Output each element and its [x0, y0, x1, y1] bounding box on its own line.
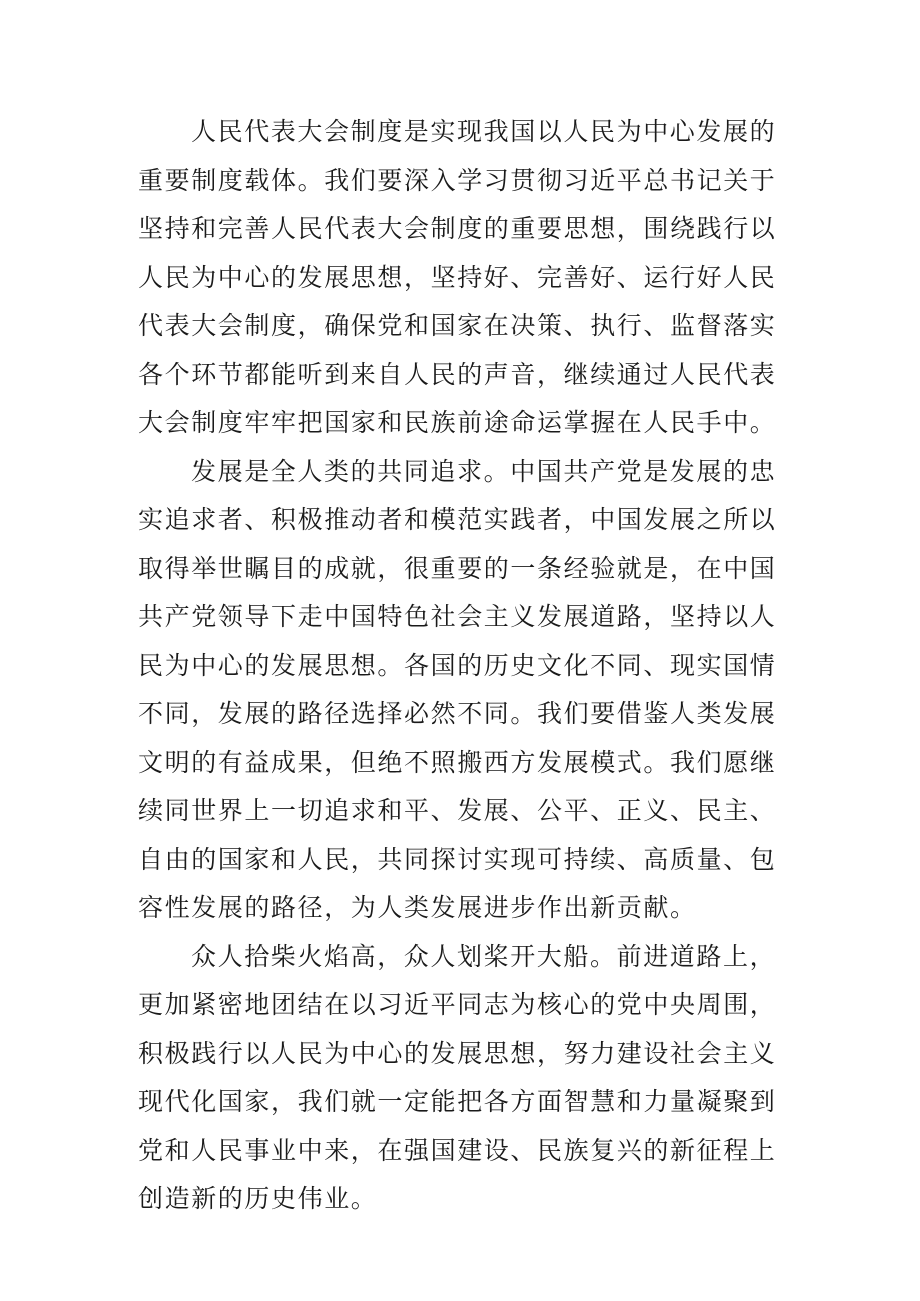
document-body: [138, 108, 798, 1224]
paragraph-1: 人民代表大会制度是实现我国以人民为中心发展的重要制度载体。我们要深入学习贯彻习近平总书记关于坚持和完善人民代表大会制度的重要思想，围绕践行以人民为中心的发展思想，坚持好、完善好、运行好人民代表大会制度，确保党和国家在决策、执行、监督落实各个环节都能听到来自人民的声音，继续通过人民代表大会制度牢牢把国家和民族前途命运掌握在人民手中。: [138, 117, 777, 437]
paragraph-2: 发展是全人类的共同追求。中国共产党是发展的忠实追求者、积极推动者和模范实践者，中国发展之所以取得举世瞩目的成就，很重要的一条经验就是，在中国共产党领导下走中国特色社会主义发展道路，坚持以人民为中心的发展思想。各国的历史文化不同、现实国情不同，发展的路径选择必然不同。我们要借鉴人类发展文明的有益成果，但绝不照搬西方发展模式。我们愿继续同世界上一切追求和平、发展、公平、正义、民主、自由的国家和人民，共同探讨实现可持续、高质量、包容性发展的路径，为人类发展进步作出新贡献。: [138, 456, 777, 922]
paragraph-3: 众人拾柴火焰高，众人划桨开大船。前进道路上，更加紧密地团结在以习近平同志为核心的党中央周围，积极践行以人民为中心的发展思想，努力建设社会主义现代化国家，我们就一定能把各方面智慧和力量凝聚到党和人民事业中来，在强国建设、民族复兴的新征程上创造新的历史伟业。: [138, 941, 777, 1213]
